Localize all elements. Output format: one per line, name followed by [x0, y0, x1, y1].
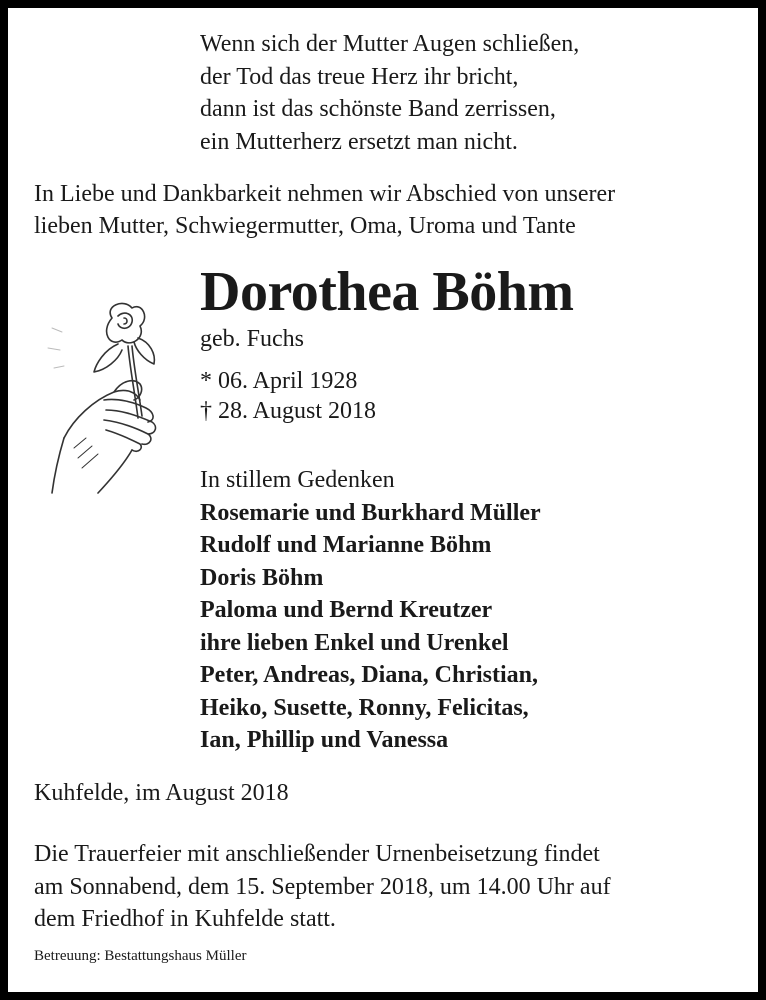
intro-line: lieben Mutter, Schwiegermutter, Oma, Uroma und Tante	[34, 213, 576, 239]
service-line: am Sonnabend, dem 15. September 2018, um 14.00 Uhr auf	[34, 873, 611, 900]
poem-line: dann ist das schönste Band zerrissen,	[200, 96, 556, 122]
place-date: Kuhfelde, im August 2018	[34, 780, 289, 806]
intro-line: In Liebe und Dankbarkeit nehmen wir Abschied von unserer	[34, 181, 616, 207]
poem-line: ein Mutterherz ersetzt man nicht.	[200, 128, 518, 155]
mourners-list	[200, 497, 541, 757]
service-line: dem Friedhof in Kuhfelde statt.	[34, 906, 336, 932]
mourner-line: Rosemarie und Burkhard Müller	[200, 499, 541, 526]
maiden-name: geb. Fuchs	[200, 326, 304, 352]
mourner-line: Ian, Phillip und Vanessa	[200, 727, 449, 753]
mourner-line: Rudolf und Marianne Böhm	[200, 532, 492, 558]
obituary-notice	[8, 8, 758, 992]
mourners-block	[200, 464, 541, 757]
farewell-intro	[34, 178, 736, 242]
death-date: † 28. August 2018	[200, 398, 377, 424]
poem-line: Wenn sich der Mutter Augen schließen,	[200, 31, 580, 57]
life-dates	[200, 366, 376, 426]
mourner-line: Peter, Andreas, Diana, Christian,	[200, 662, 539, 688]
birth-date: * 06. April 1928	[200, 368, 358, 394]
mourner-line: ihre lieben Enkel und Urenkel	[200, 629, 509, 656]
mourner-line: Doris Böhm	[200, 564, 324, 591]
service-line: Die Trauerfeier mit anschließender Urnenbeisetzung findet	[34, 841, 600, 867]
mourners-heading: In stillem Gedenken	[200, 467, 395, 493]
hand-holding-rose-icon	[34, 288, 174, 498]
funeral-home-credit: Betreuung: Bestattungshaus Müller	[34, 948, 247, 964]
funeral-service-info	[34, 838, 736, 936]
mourner-line: Paloma und Bernd Kreutzer	[200, 597, 493, 623]
poem-line: der Tod das treue Herz ihr bricht,	[200, 63, 519, 90]
mourner-line: Heiko, Susette, Ronny, Felicitas,	[200, 694, 529, 721]
deceased-name: Dorothea Böhm	[200, 261, 574, 323]
memorial-poem	[200, 28, 579, 158]
